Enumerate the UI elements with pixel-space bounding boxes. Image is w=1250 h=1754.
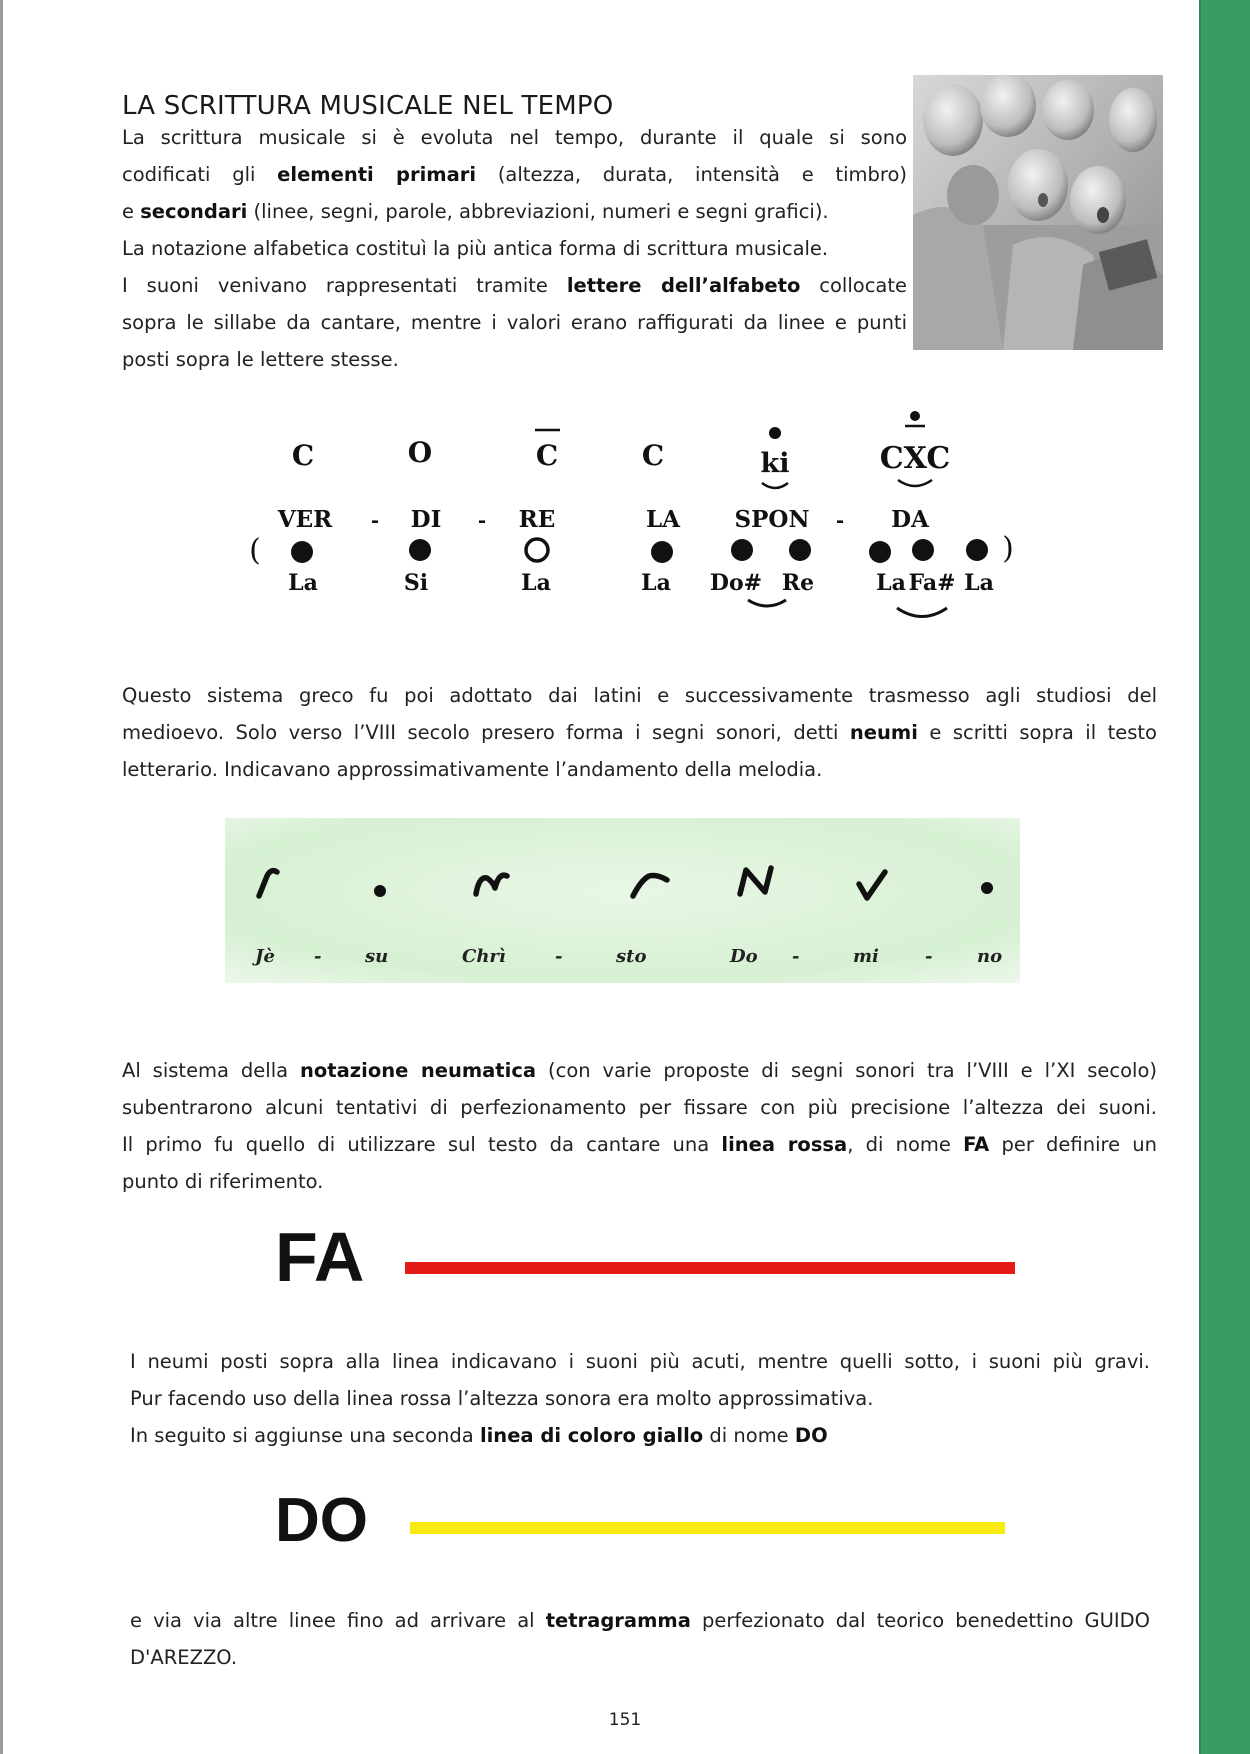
note-2: Si bbox=[403, 570, 429, 596]
letter-5: ki bbox=[760, 448, 790, 479]
greek-line-3: letterario. Indicavano approssimativamente l’andamento della melodia. bbox=[122, 758, 823, 781]
note-1: La bbox=[288, 570, 318, 596]
neume-syl-11: no bbox=[977, 946, 1003, 967]
intro-line-7: posti sopra le lettere stesse. bbox=[122, 348, 399, 371]
redline-line-1: I neumi posti sopra alla linea indicavano i suoni più acuti, mentre quelli sotto, i suoni più gravi. bbox=[130, 1350, 1150, 1373]
note-dot-4 bbox=[651, 541, 673, 563]
intro-line-1: La scrittura musicale si è evoluta nel tempo, durante il quale si sono bbox=[122, 126, 907, 149]
note-4: La bbox=[641, 570, 671, 596]
neume-syl-6: sto bbox=[616, 946, 647, 967]
paren-close: ) bbox=[1002, 531, 1014, 566]
neume-syl-9: mi bbox=[853, 946, 879, 967]
neume-syl-1: Jè bbox=[255, 946, 275, 967]
greek-line-1: Questo sistema greco fu poi adottato dai latini e successivamente trasmesso agli studiosi del bbox=[122, 684, 1157, 707]
red-fa-line bbox=[405, 1262, 1015, 1274]
note-dot-6 bbox=[789, 539, 811, 561]
note-dot-5 bbox=[731, 539, 753, 561]
redline-line-2: Pur facendo uso della linea rossa l’altezza sonora era molto approssimativa. bbox=[130, 1387, 874, 1410]
intro-line-2: codificati gli elementi primari (altezza, durata, intensità e timbro) bbox=[122, 163, 907, 186]
neume-syl-3: su bbox=[365, 946, 389, 967]
note-9: La bbox=[964, 570, 994, 596]
neume-example-figure bbox=[225, 818, 1020, 983]
neume-syl-2: - bbox=[314, 946, 322, 967]
letter-6: CXC bbox=[879, 441, 951, 476]
note-dot-7 bbox=[869, 541, 891, 563]
note-7: La bbox=[876, 570, 906, 596]
red-line-paragraph bbox=[130, 1343, 1150, 1454]
note-ring-3 bbox=[526, 539, 548, 561]
syllable-5: SPON bbox=[734, 506, 810, 533]
syllable-4: LA bbox=[645, 506, 681, 533]
final-line-1: e via via altre linee fino ad arrivare al tetragramma perfezionato dal teorico benedettino GUIDO bbox=[130, 1609, 1150, 1632]
green-side-bar bbox=[1199, 0, 1250, 1754]
note-dot-8 bbox=[912, 539, 934, 561]
note-5: Do# bbox=[709, 570, 763, 596]
letter-4: C bbox=[641, 439, 665, 472]
intro-line-4: La notazione alfabetica costituì la più antica forma di scrittura musicale. bbox=[122, 237, 829, 260]
redline-line-3: In seguito si aggiunse una seconda linea di coloro giallo di nome DO bbox=[130, 1424, 828, 1447]
neumatic-line-4: punto di riferimento. bbox=[122, 1170, 324, 1193]
note-6: Re bbox=[781, 570, 815, 596]
note-dot-2 bbox=[409, 539, 431, 561]
neume-punctum-2 bbox=[981, 882, 993, 894]
paren-open: ( bbox=[249, 533, 261, 568]
singing-children-relief-image bbox=[913, 75, 1163, 350]
neume-syl-4: Chrì bbox=[462, 946, 506, 967]
neumatic-line-2: subentrarono alcuni tentativi di perfezionamento per fissare con più precisione l’altezza dei suoni. bbox=[122, 1096, 1157, 1119]
letter-3: C bbox=[535, 439, 559, 472]
neumatic-line-1: Al sistema della notazione neumatica (con varie proposte di segni sonori tra l’VIII e l’XI secolo) bbox=[122, 1059, 1158, 1082]
page-title: LA SCRITTURA MUSICALE NEL TEMPO bbox=[122, 91, 614, 122]
intro-line-5: I suoni venivano rappresentati tramite lettere dell’alfabeto collocate bbox=[122, 274, 908, 297]
intro-line-3: e secondari (linee, segni, parole, abbreviazioni, numeri e segni grafici). bbox=[122, 200, 829, 223]
letter-2: O bbox=[407, 436, 433, 469]
note-dot-9 bbox=[966, 539, 988, 561]
letter-1: C bbox=[291, 439, 315, 472]
page-number: 151 bbox=[608, 1710, 642, 1730]
note-dot-1 bbox=[291, 541, 313, 563]
alphabetic-notation-figure bbox=[230, 400, 1030, 630]
final-line-2: D'AREZZO. bbox=[130, 1646, 238, 1669]
note-3: La bbox=[521, 570, 551, 596]
syllable-1: VER bbox=[277, 506, 333, 533]
do-line-label: DO bbox=[275, 1486, 368, 1555]
neume-syl-7: Do bbox=[730, 946, 758, 967]
note-8: Fa# bbox=[908, 570, 956, 596]
intro-paragraph bbox=[122, 119, 907, 378]
neume-syl-5: - bbox=[555, 946, 563, 967]
neume-punctum-1 bbox=[374, 885, 386, 897]
syllable-dash-3: - bbox=[835, 508, 845, 532]
syllable-6: DA bbox=[891, 506, 929, 533]
neumatic-line-3: Il primo fu quello di utilizzare sul testo da cantare una linea rossa, di nome FA per definire un bbox=[122, 1133, 1157, 1156]
neumatic-paragraph bbox=[122, 1052, 1157, 1200]
neume-syl-8: - bbox=[792, 946, 800, 967]
neume-syl-10: - bbox=[925, 946, 933, 967]
greek-line-2: medioevo. Solo verso l’VIII secolo presero forma i segni sonori, detti neumi e scritti sopra il testo bbox=[122, 721, 1157, 744]
greek-system-paragraph bbox=[122, 677, 1157, 788]
syllable-3: RE bbox=[518, 506, 556, 533]
syllable-dash-1: - bbox=[370, 508, 380, 532]
page-left-border bbox=[0, 0, 3, 1754]
syllable-dash-2: - bbox=[477, 508, 487, 532]
fa-line-label: FA bbox=[275, 1218, 365, 1296]
final-paragraph bbox=[130, 1602, 1150, 1676]
intro-line-6: sopra le sillabe da cantare, mentre i valori erano raffigurati da linee e punti bbox=[122, 311, 907, 334]
yellow-do-line bbox=[410, 1522, 1005, 1534]
syllable-2: DI bbox=[410, 506, 442, 533]
